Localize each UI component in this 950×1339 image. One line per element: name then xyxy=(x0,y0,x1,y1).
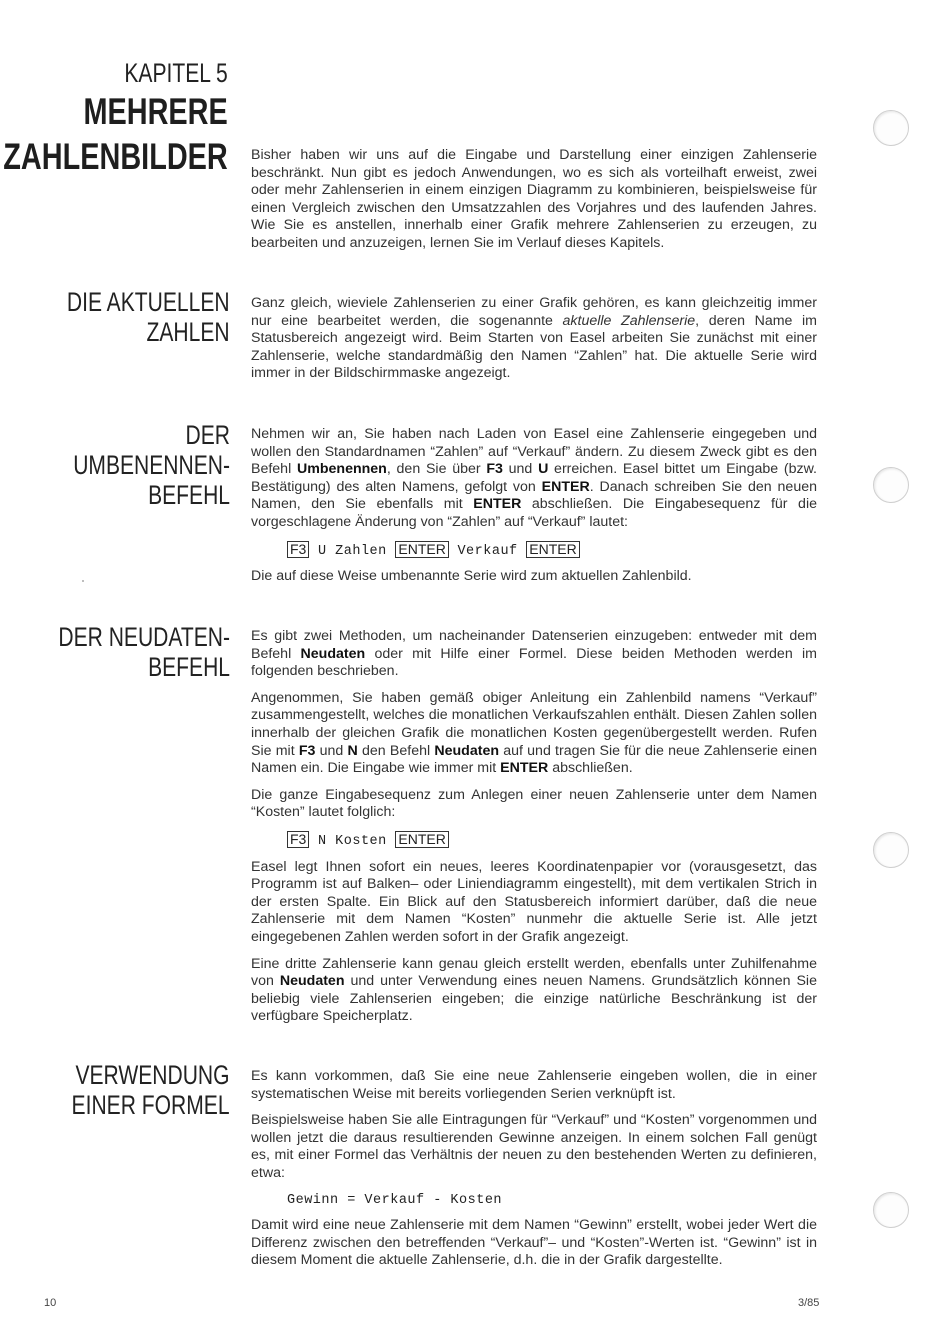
intro-paragraph: Bisher haben wir uns auf die Eingabe und Darstellung einer einzigen Zahlenserie beschränkt. Nun gibt es jedoch Anwendungen, wo es sich als vorteilhaft erweist, zwei oder mehr Zahlenserien in einem einzigen Diagramm zu kombinieren, beispielsweise für einen Vergleich zwischen den Umsatzzahlen des Vorjahres und des laufenden Jahres. Wie Sie es anstellen, innerhalb einer Grafik mehrere Zahlenserien zu erzeugen, zu bearbeiten und anzuzeigen, lernen Sie im Verlauf dieses Kapitels. xyxy=(251,147,817,251)
section-heading-umbenennen xyxy=(0,420,230,510)
paragraph: Die auf diese Weise umbenannte Serie wird zum aktuellen Zahlenbild. xyxy=(251,568,692,585)
key-enter: ENTER xyxy=(395,831,448,848)
key-enter: ENTER xyxy=(395,541,448,558)
heading-line: ZAHLEN xyxy=(146,317,230,347)
section-umbenennen xyxy=(251,426,817,595)
input-sequence-rename xyxy=(287,541,817,561)
paragraph: Easel legt Ihnen sofort ein neues, leeres Koordinatenpapier vor (vorausgesetzt, das Programm ist auf Balken– oder Liniendiagramm eingestellt), mit dem vertikalen Strich in der ersten Spalte. Ein Blick auf den Statusbereich informiert darüber, daß die neue Zahlenserie mit dem Namen “Kosten” nunmehr die aktuelle Serie ist. Alle jetzt eingegebenen Zahlen werden sofort in der Grafik angezeigt. xyxy=(251,858,817,945)
paragraph: Damit wird eine neue Zahlenserie mit dem Namen “Gewinn” erstellt, wobei jeder Wert die Differenz zwischen den betreffenden “Verkauf”– und “Kosten”-Werten ist. “Gewinn” ist in diesem Moment die aktuelle Zahlenserie, d.h. die in der Grafik dargestellte. xyxy=(251,1217,817,1269)
heading-line: DER NEUDATEN- xyxy=(58,622,230,652)
paragraph: Die ganze Eingabesequenz zum Anlegen einer neuen Zahlenserie unter dem Namen “Kosten” lautet folglich: xyxy=(251,786,817,821)
section-aktuelle-zahlen xyxy=(251,295,817,392)
heading-line: BEFEHL xyxy=(148,480,230,510)
heading-line: DIE AKTUELLEN xyxy=(67,287,230,317)
section-heading-neudaten xyxy=(10,622,230,682)
input-sequence-neudaten xyxy=(287,831,817,851)
paragraph: Ganz gleich, wieviele Zahlenserien zu einer Grafik gehören, es kann gleichzeitig immer nur eine bearbeitet werden, die sogenannte aktuelle Zahlenserie, deren Name im Statusbereich angezeigt wird. Beim Starten von Easel arbeiten Sie zunächst mit einer Zahlenserie, welche standardmäßig den Namen “Zahlen” hat. Die aktuelle Serie wird immer in der Bildschirmmaske angezeigt. xyxy=(251,295,817,382)
code-text: N Kosten xyxy=(317,833,387,849)
section-formel xyxy=(251,1068,817,1279)
code-text: U Zahlen xyxy=(317,543,387,559)
heading-line: BEFEHL xyxy=(148,652,230,682)
punch-hole-icon xyxy=(873,467,909,503)
section-heading-aktuelle-zahlen xyxy=(21,287,230,347)
intro-text xyxy=(251,147,817,262)
chapter-title-line1: MEHRERE xyxy=(83,91,228,132)
heading-line: EINER FORMEL xyxy=(72,1090,230,1120)
paper-speck xyxy=(82,580,84,582)
date-code: 3/85 xyxy=(798,1297,820,1309)
paragraph: Es gibt zwei Methoden, um nacheinander Datenserien einzugeben: entweder mit dem Befehl Neudaten oder mit Hilfe einer Formel. Diese beiden Methoden werden im folgenden beschrieben. xyxy=(251,628,817,680)
chapter-title-line2: ZAHLENBILDER xyxy=(3,135,228,177)
paragraph: Beispielsweise haben Sie alle Eintragungen für “Verkauf” und “Kosten” vorgenommen und wollen jetzt die daraus resultierenden Gewinne anzeigen. In einem solchen Fall genügt es, mit einer Formel das Verhältnis der neuen zu den bestehenden Werten zu definieren, etwa: xyxy=(251,1112,817,1181)
section-neudaten xyxy=(251,628,817,1035)
punch-hole-icon xyxy=(873,832,909,868)
paragraph: Eine dritte Zahlenserie kann genau gleich erstellt werden, ebenfalls unter Zuhilfenahme von Neudaten und unter Verwendung eines neuen Namens. Grundsätzlich können Sie beliebig viele Zahlenserien eingeben; die einzige natürliche Beschränkung ist der verfügbare Speicherplatz. xyxy=(251,955,817,1025)
key-f3: F3 xyxy=(287,541,309,558)
page-number: 10 xyxy=(44,1297,57,1309)
paragraph: Angenommen, Sie haben gemäß obiger Anleitung ein Zahlenbild namens “Verkauf” zusammengestellt, welches die monatlichen Verkaufszahlen enthält. Diesen Zahlen sollen innerhalb der gleichen Grafik die monatlichen Kosten gegenübergestellt werden. Rufen Sie mit F3 und N den Befehl Neudaten auf und tragen Sie für die neue Zahlenserie einen Namen ein. Die Eingabe wie immer mit ENTER abschließen. xyxy=(251,689,817,777)
formula: Gewinn = Verkauf - Kosten xyxy=(287,1192,503,1208)
heading-line: DER UMBENENNEN- xyxy=(73,420,230,480)
key-f3: F3 xyxy=(287,831,309,848)
paragraph: Es kann vorkommen, daß Sie eine neue Zahlenserie eingeben wollen, die in einer systematischen Weise mit bereits vorliegenden Serien verknüpft ist. xyxy=(251,1068,817,1102)
key-enter: ENTER xyxy=(526,541,579,558)
paragraph: Nehmen wir an, Sie haben nach Laden von Easel eine Zahlenserie eingegeben und wollen den Standardnamen “Zahlen” auf “Verkauf” ändern. Zu diesem Zweck gibt es den Befehl Umbenennen, den Sie über F3 und U erreichen. Easel bittet um Eingabe (bzw. Bestätigung) des alten Namens, gefolgt von ENTER. Danach schreiben Sie den neuen Namen, den Sie ebenfalls mit ENTER abschließen. Die Eingabesequenz für die vorgeschlagene Änderung von “Zahlen” auf “Verkauf” lautet: xyxy=(251,426,817,530)
chapter-heading xyxy=(0,60,228,177)
chapter-number: KAPITEL 5 xyxy=(124,58,228,88)
section-heading-formel xyxy=(27,1060,230,1120)
heading-line: VERWENDUNG xyxy=(75,1060,231,1090)
code-text: Verkauf xyxy=(457,543,518,559)
punch-hole-icon xyxy=(873,110,909,146)
punch-hole-icon xyxy=(873,1192,909,1228)
